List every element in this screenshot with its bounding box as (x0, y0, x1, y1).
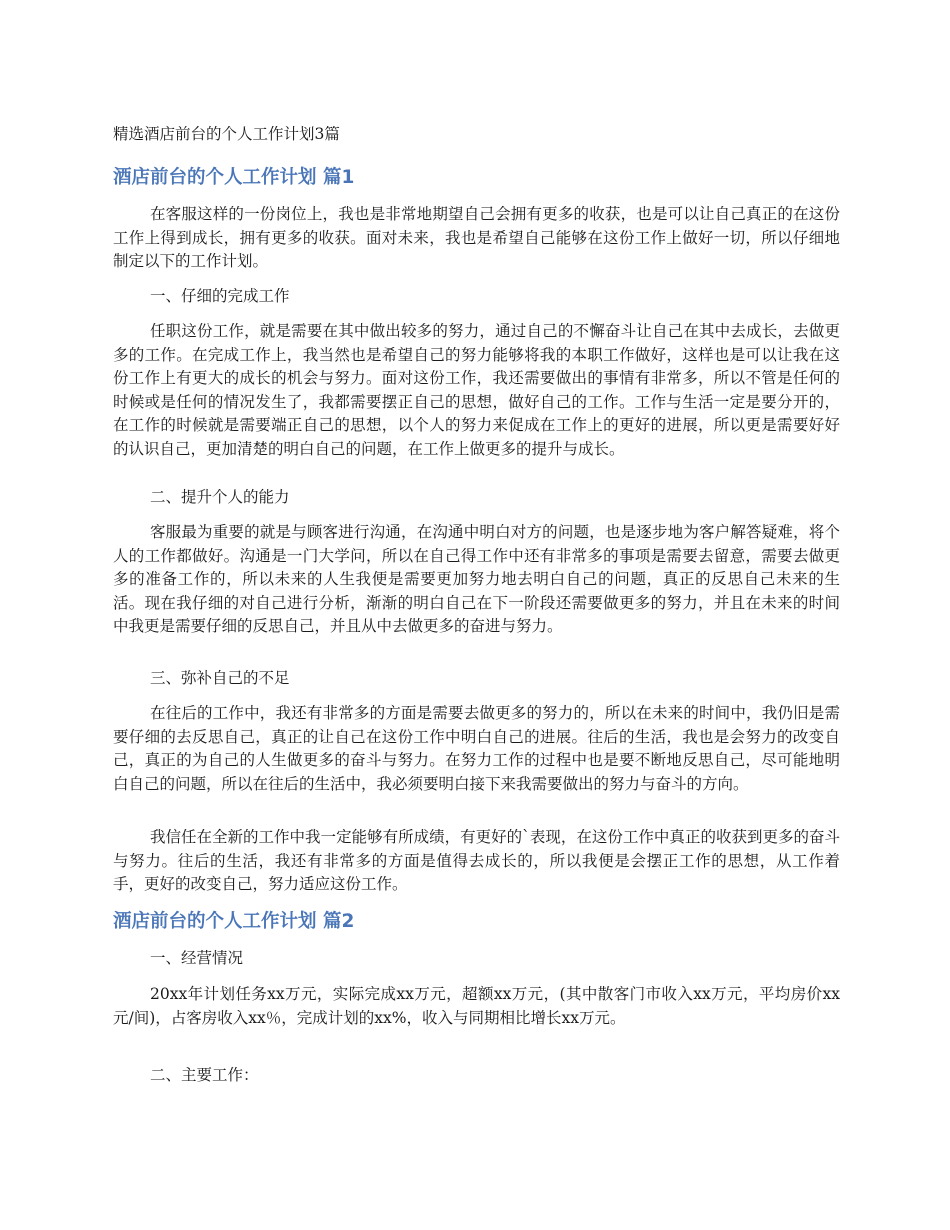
section-1-intro-paragraph: 在客服这样的一份岗位上，我也是非常地期望自己会拥有更多的收获，也是可以让自己真正的在这份工作上得到成长，拥有更多的收获。面对未来，我也是希望自己能够在这份工作上做好一切，所以仔细地制定以下的工作计划。 (113, 205, 840, 270)
section-1-subhead-1: 一、仔细的完成工作 (150, 287, 290, 305)
section-1-paragraph-3: 在往后的工作中，我还有非常多的方面是需要去做更多的努力的，所以在未来的时间中，我仍旧是需要仔细的去反思自己，真正的让自己在这份工作中明白自己的进展。往后的生活，我也是会努力的改变自己，真正的为自己的人生做更多的奋斗与努力。在努力工作的过程中也是要不断地反思自己，尽可能地明白自己的问题，所以在往后的生活中，我必须要明白接下来我需要做出的努力与奋斗的方向。 (113, 704, 840, 793)
section-1-paragraph-2: 客服最为重要的就是与顾客进行沟通，在沟通中明白对方的问题，也是逐步地为客户解答疑难，将个人的工作都做好。沟通是一门大学问，所以在自己得工作中还有非常多的事项是需要去留意，需要去做更多的准备工作的，所以未来的人生我便是需要更加努力地去明白自己的问题，真正的反思自己未来的生活。现在我仔细的对自己进行分析，渐渐的明白自己在下一阶段还需要做更多的努力，并且在未来的时间中我更是需要仔细的反思自己，并且从中去做更多的奋进与努力。 (113, 523, 840, 635)
section-1-paragraph-1: 任职这份工作，就是需要在其中做出较多的努力，通过自己的不懈奋斗让自己在其中去成长，去做更多的工作。在完成工作上，我当然也是希望自己的努力能够将我的本职工作做好，这样也是可以让我在这份工作上有更大的成长的机会与努力。面对这份工作，我还需要做出的事情有非常多，所以不管是任何的时候或是任何的情况发生了，我都需要摆正自己的思想，做好自己的工作。工作与生活一定是要分开的，在工作的时候就是需要端正自己的思想，以个人的努力来促成在工作上的更好的进展，所以更是需要好好的认识自己，更加清楚的明白自己的问题，在工作上做更多的提升与成长。 (113, 322, 840, 458)
section-heading-2: 酒店前台的个人工作计划 篇2 (113, 911, 355, 932)
section-2-paragraph-1: 20xx年计划任务xx万元，实际完成xx万元，超额xx万元，(其中散客门市收入xx万元，平均房价xx元/间)，占客房收入xx％，完成计划的xx%，收入与同期相比增长xx万元。 (113, 985, 840, 1027)
section-2-subhead-1: 一、经营情况 (150, 949, 244, 967)
document-title: 精选酒店前台的个人工作计划3篇 (113, 125, 340, 143)
section-2-subhead-2: 二、主要工作： (150, 1066, 259, 1084)
section-1-closing-paragraph: 我信任在全新的工作中我一定能够有所成绩，有更好的`表现，在这份工作中真正的收获到更多的奋斗与努力。往后的生活，我还有非常多的方面是值得去成长的，所以我便是会摆正工作的思想，从工作着手，更好的改变自己，努力适应这份工作。 (113, 828, 840, 893)
section-1-subhead-2: 二、提升个人的能力 (150, 488, 290, 506)
section-1-subhead-3: 三、弥补自己的不足 (150, 669, 290, 687)
section-heading-1: 酒店前台的个人工作计划 篇1 (113, 167, 355, 188)
